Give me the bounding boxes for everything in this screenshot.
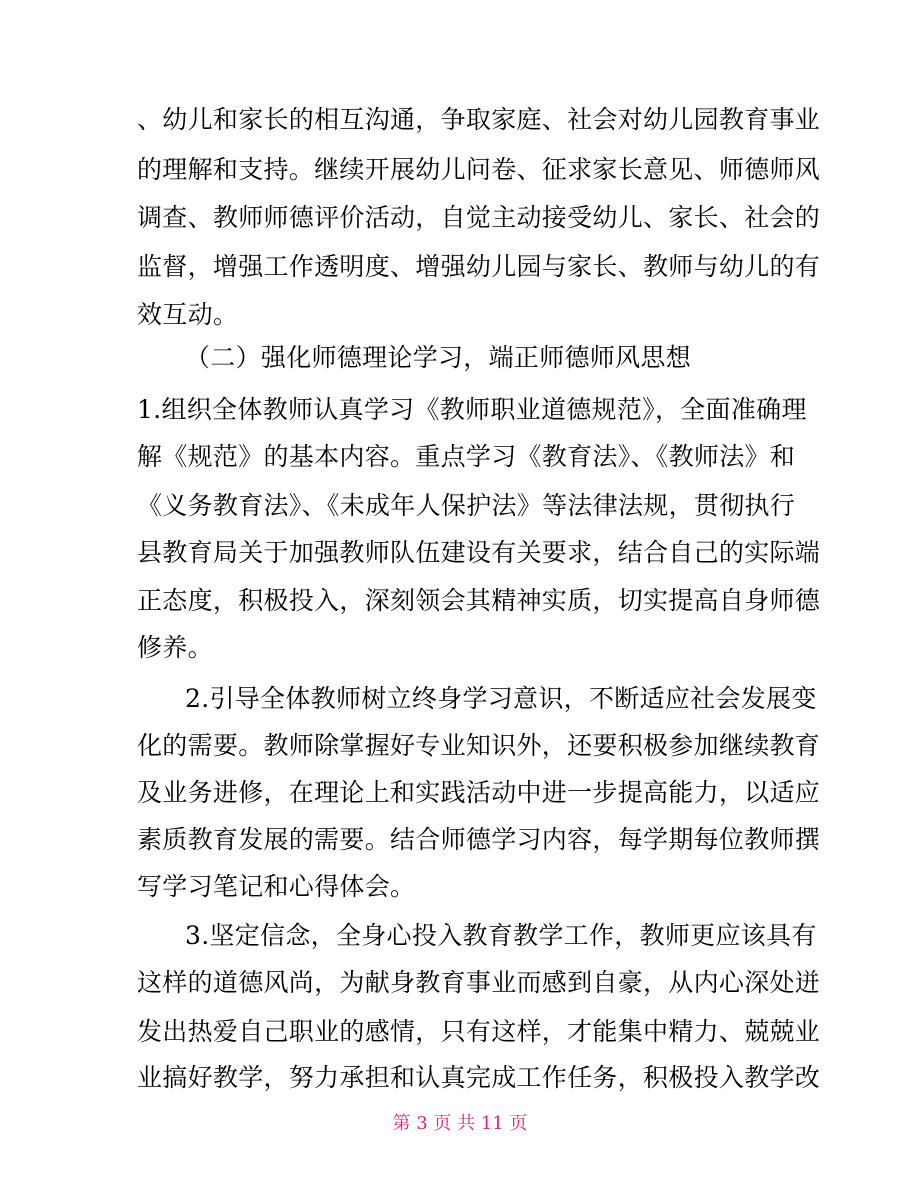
paragraph-line: 素质教育发展的需要。结合师德学习内容，每学期每位教师撰 (137, 825, 821, 854)
paragraph-line: 化的需要。教师除掌握好专业知识外，还要积极参加继续教育 (137, 731, 821, 760)
paragraph-line: 《义务教育法》、《未成年人保护法》等法律法规，贯彻执行 (137, 491, 796, 520)
paragraph-line: 的理解和支持。继续开展幼儿问卷、征求家长意见、师德师风 (137, 155, 821, 184)
paragraph-line: 解《规范》的基本内容。重点学习《教育法》、《教师法》和 (137, 442, 796, 471)
paragraph-line: 1.组织全体教师认真学习《教师职业道德规范》，全面准确理 (137, 395, 807, 424)
paragraph-line: 这样的道德风尚，为献身教育事业而感到自豪，从内心深处迸 (137, 968, 821, 997)
section-heading: （二）强化师德理论学习，端正师德师风思想 (185, 343, 692, 372)
paragraph-line: 监督，增强工作透明度、增强幼儿园与家长、教师与幼儿的有 (137, 252, 821, 281)
paragraph-line: 业搞好教学，努力承担和认真完成工作任务，积极投入教学改 (137, 1063, 821, 1092)
paragraph-line: 及业务进修，在理论上和实践活动中进一步提高能力，以适应 (137, 778, 821, 807)
paragraph-line: 、幼儿和家长的相互沟通，争取家庭、社会对幼儿园教育事业 (137, 105, 821, 134)
paragraph-line: 写学习笔记和心得体会。 (137, 872, 416, 901)
paragraph-line: 3.坚定信念，全身心投入教育教学工作，教师更应该具有 (185, 921, 817, 950)
paragraph-line: 正态度，积极投入，深刻领会其精神实质，切实提高自身师德 (137, 586, 821, 615)
page-number-footer: 第 3 页 共 11 页 (392, 1113, 528, 1134)
paragraph-line: 县教育局关于加强教师队伍建设有关要求，结合自己的实际端 (137, 538, 821, 567)
paragraph-line: 发出热爱自己职业的感情，只有这样，才能集中精力、兢兢业 (137, 1017, 821, 1046)
paragraph-line: 调查、教师师德评价活动，自觉主动接受幼儿、家长、社会的 (137, 203, 821, 232)
paragraph-line: 2.引导全体教师树立终身学习意识，不断适应社会发展变 (185, 684, 817, 713)
paragraph-line: 效互动。 (137, 300, 239, 329)
paragraph-line: 修养。 (137, 633, 213, 662)
